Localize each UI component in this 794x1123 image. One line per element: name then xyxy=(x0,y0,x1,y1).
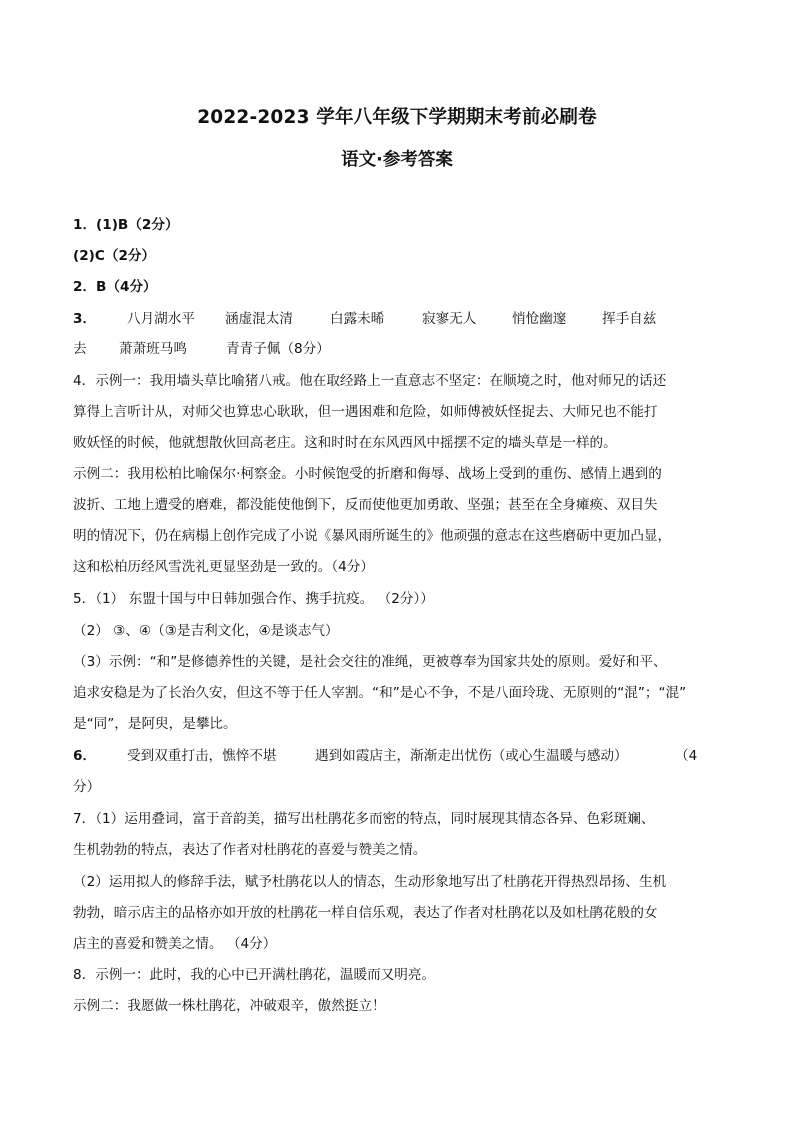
answer-q4-line: 明的情况下，仍在病榻上创作完成了小说《暴风雨所诞生的》他顽强的意志在这些磨砺中更加凸显， xyxy=(73,528,672,544)
answer-q6-part-a: 受到双重打击，憔悴不堪 xyxy=(127,748,277,764)
answer-q3-line1 xyxy=(73,309,656,329)
answer-q4-line: 4．示例一：我用墙头草比喻猪八戒。他在取经路上一直意志不坚定：在顺境之时，他对师兄的话还 xyxy=(73,373,667,389)
answer-q6-number: 6． xyxy=(73,748,97,764)
answer-q6-part-b: 遇到如霞店主，渐渐走出忧伤（或心生温暖与感动） xyxy=(315,748,628,764)
answer-q3-item: 青青子佩（8分） xyxy=(226,341,330,357)
answer-q3-continuation: 去 xyxy=(73,341,87,357)
answer-q7-line: （2）运用拟人的修辞手法，赋予杜鹃花以人的情态，生动形象地写出了杜鹃花开得热烈昂扬、生机 xyxy=(73,874,667,890)
answer-q5-line: 是“同”，是阿臾，是攀比。 xyxy=(73,716,237,732)
answer-q8-line: 示例二：我愿做一株杜鹃花，冲破艰辛，傲然挺立！ xyxy=(73,998,386,1014)
page-subtitle: 语文·参考答案 xyxy=(341,150,453,170)
answer-q3-item: 白露未晞 xyxy=(330,311,385,327)
answer-q3-item: 挥手自兹 xyxy=(602,311,657,327)
answer-q5-line: 5．（1） 东盟十国与中日韩加强合作、携手抗疫。 （2分）） xyxy=(73,591,434,607)
answer-q6-continuation: 分） xyxy=(73,779,101,795)
answer-q5-line: （2） ③、④（③是吉利文化，④是谈志气） xyxy=(73,623,339,639)
answer-q3-number: 3． xyxy=(73,311,97,327)
answer-q3-item: 涵虚混太清 xyxy=(225,311,293,327)
answer-q7-line: 勃勃，暗示店主的品格亦如开放的杜鹃花一样自信乐观，表达了作者对杜鹃花以及如杜鹃花般的女 xyxy=(73,905,658,921)
answer-q5-line: 追求安稳是为了长治久安，但这不等于任人宰割。“和”是心不争，不是八面玲珑、无原则的“混”；“混” xyxy=(73,685,687,701)
answer-q7-line: 生机勃勃的特点，表达了作者对杜鹃花的喜爱与赞美之情。 xyxy=(73,842,427,858)
answer-q1-1: 1．(1)B（2分） xyxy=(73,217,179,233)
answer-q7-line: 店主的喜爱和赞美之情。 （4分） xyxy=(73,936,277,952)
answer-q4-line: 败妖怪的时候，他就想散伙回高老庄。这和时时在东风西风中摇摆不定的墙头草是一样的。 xyxy=(73,435,617,451)
answer-q4-line: 算得上言听计从，对师父也算忠心耿耿，但一遇困难和危险，如师傅被妖怪捉去、大师兄也不能打 xyxy=(73,404,658,420)
answer-q4-line: 波折、工地上遭受的磨难，都没能使他倒下，反而使他更加勇敢、坚强；甚至在全身瘫痪、双目失 xyxy=(73,497,658,513)
answer-q7-line: 7．（1）运用叠词，富于音韵美，描写出杜鹃花多而密的特点，同时展现其情态各异、色彩斑斓、 xyxy=(73,811,655,827)
answer-q5-line: （3）示例：“和”是修德养性的关键，是社会交往的准绳，更被尊奉为国家共处的原则。爱好和平、 xyxy=(73,654,667,670)
answer-q1-2: (2)C（2分） xyxy=(73,248,156,264)
answer-q4-line: 示例二：我用松柏比喻保尔·柯察金。小时候饱受的折磨和侮辱、战场上受到的重伤、感情上遇到的 xyxy=(73,466,662,482)
answer-q3-item: 寂寥无人 xyxy=(422,311,477,327)
answer-q2: 2．B（4分） xyxy=(73,279,157,295)
answer-q3-item: 萧萧班马鸣 xyxy=(119,341,187,357)
answer-q4-line: 这和松柏历经风雪洗礼更显坚劲是一致的。（4分） xyxy=(73,559,374,575)
answer-q6-line1 xyxy=(73,746,697,766)
answer-q8-line: 8．示例一：此时，我的心中已开满杜鹃花，温暖而又明亮。 xyxy=(73,967,436,983)
page-title: 2022-2023 学年八年级下学期期末考前必刷卷 xyxy=(197,107,597,128)
answer-q6-score: （4 xyxy=(675,748,698,764)
answer-q3-item: 八月湖水平 xyxy=(127,311,195,327)
answer-q3-line2 xyxy=(73,339,330,359)
answer-q3-item: 悄怆幽邃 xyxy=(512,311,567,327)
